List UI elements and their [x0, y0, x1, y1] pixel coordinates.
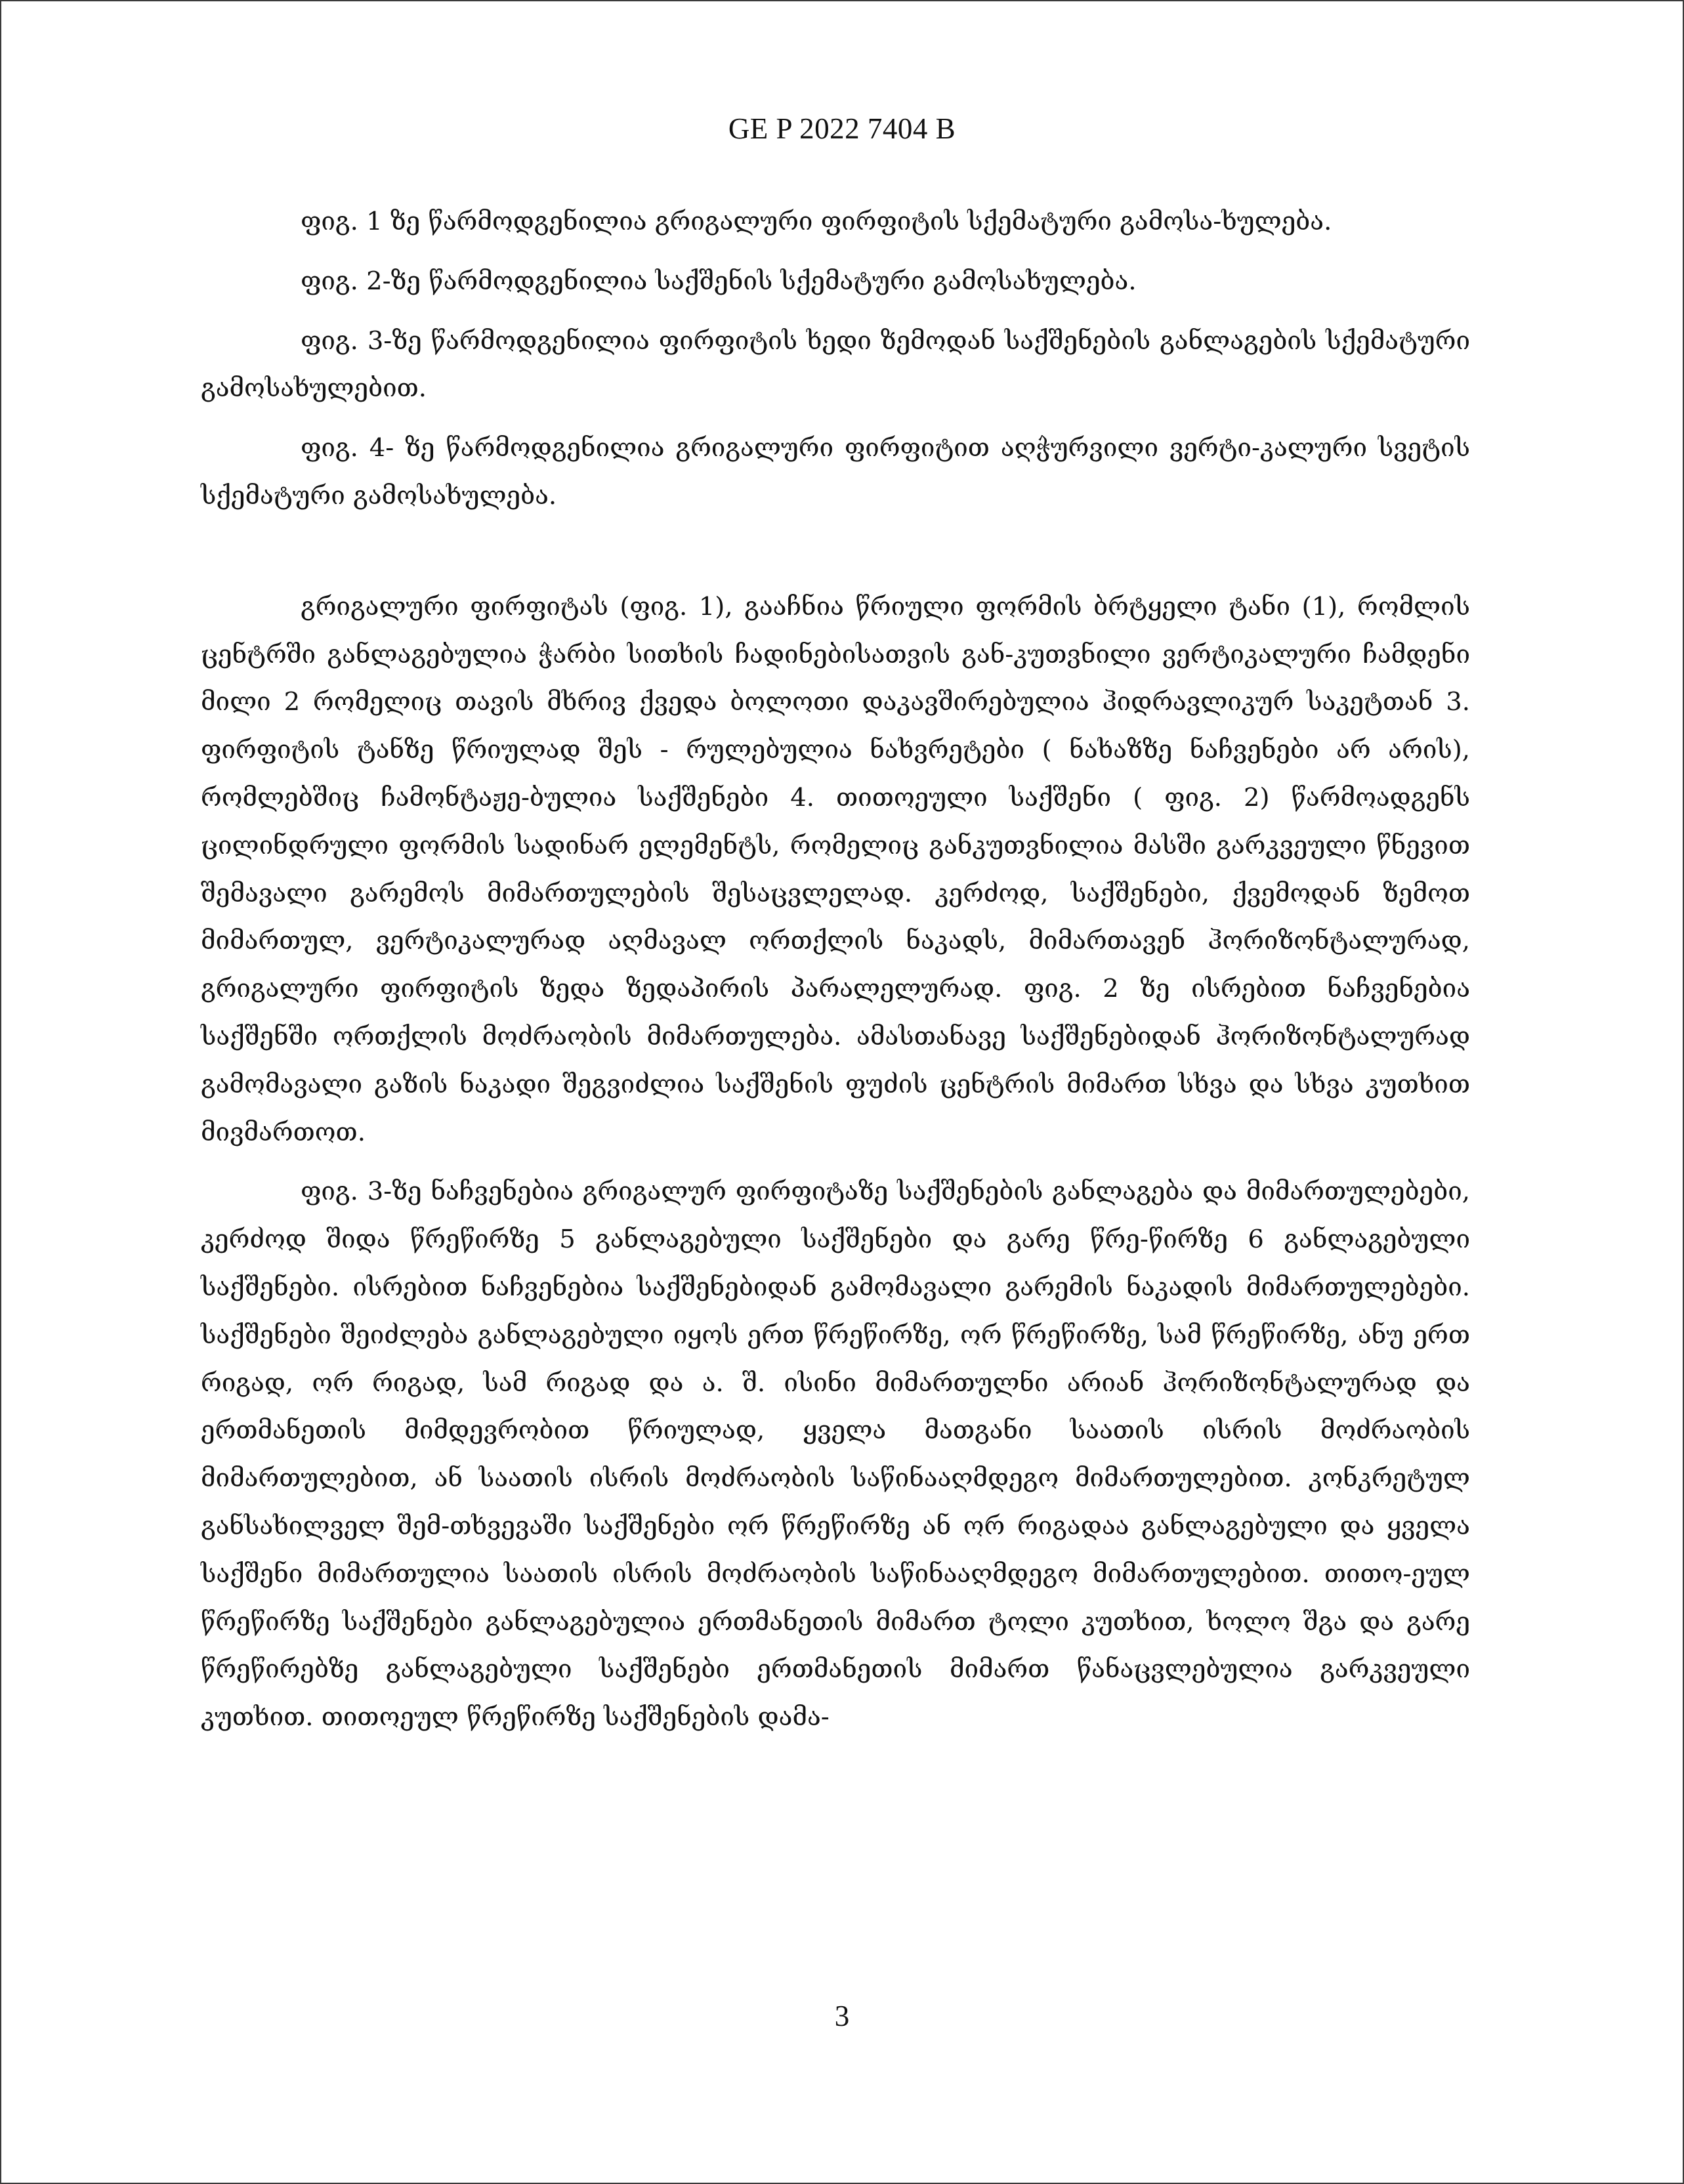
paragraph-nozzle-layout: ფიგ. 3-ზე ნაჩვენებია გრიგალურ ფირფიტაზე საქშენების განლაგება და მიმართულებები, კერძოდ შიდა წრეწირზე 5 განლაგებული საქშენები და გარე წრე-წირზე 6 განლაგებული საქშენები. ისრებით ნაჩვენებია საქშენებიდან გამომავალი გარემის ნაკადის მიმართულებები. საქშენები შეიძლება განლაგებული იყოს ერთ წრეწირზე, ორ წრეწირზე, სამ წრეწირზე, ანუ ერთ რიგად, ორ რიგად, სამ რიგად და ა. შ. ისინი მიმართულნი არიან ჰორიზონტალურად და ერთმანეთის მიმდევრობით წრიულად, ყველა მათგანი საათის ისრის მოძრაობის მიმართულებით, ან საათის ისრის მოძრაობის საწინააღმდეგო მიმართულებით. კონკრეტულ განსახილველ შემ-თხვევაში საქშენები ორ წრეწირზე ან ორ რიგადაა განლაგებული და ყველა საქშენი მიმართულია საათის ისრის მოძრაობის საწინააღმდეგო მიმართულებით. თითო-ეულ წრეწირზე საქშენები განლაგებულია ერთმანეთის მიმართ ტოლი კუთხით, ხოლო შგა და გარე წრეწირებზე განლაგებული საქშენები ერთმანეთის მიმართ წანაცვლებულია გარკვეული კუთხით. თითოეულ წრეწირზე საქშენების დამა- [201, 1177, 1470, 1732]
document-body [201, 198, 1470, 1754]
page-number: 3 [834, 2000, 850, 2032]
paragraph-fig4: ფიგ. 4- ზე წარმოდგენილია გრიგალური ფირფიტით აღჭურვილი ვერტი-კალური სვეტის სქემატური გამოსახულება. [201, 433, 1470, 511]
paragraph-fig2: ფიგ. 2-ზე წარმოდგენილია საქშენის სქემატური გამოსახულება. [301, 266, 1137, 296]
paragraph-fig3: ფიგ. 3-ზე წარმოდგენილია ფირფიტის ხედი ზემოდან საქშენების განლაგების სქემატური გამოსახულებით. [201, 326, 1470, 404]
paragraph-description: გრიგალური ფირფიტას (ფიგ. 1), გააჩნია წრიული ფორმის ბრტყელი ტანი (1), რომლის ცენტრში განლაგებულია ჭარბი სითხის ჩადინებისათვის გან-კუთვნილი ვერტიკალური ჩამდენი მილი 2 რომელიც თავის მხრივ ქვედა ბოლოთი დაკავშირებულია ჰიდრავლიკურ საკეტთან 3. ფირფიტის ტანზე წრიულად შეს - რულებულია ნახვრეტები ( ნახაზზე ნაჩვენები არ არის), რომლებშიც ჩამონტაჟე-ბულია საქშენები 4. თითოეული საქშენი ( ფიგ. 2) წარმოადგენს ცილინდრული ფორმის სადინარ ელემენტს, რომელიც განკუთვნილია მასში გარკვეული წნევით შემავალი გარემოს მიმართულების შესაცვლელად. კერძოდ, საქშენები, ქვემოდან ზემოთ მიმართულ, ვერტიკალურად აღმავალ ორთქლის ნაკადს, მიმართავენ ჰორიზონტალურად, გრიგალური ფირფიტის ზედა ზედაპირის პარალელურად. ფიგ. 2 ზე ისრებით ნაჩვენებია საქშენში ორთქლის მოძრაობის მიმართულება. ამასთანავე საქშენებიდან ჰორიზონტალურად გამომავალი გაზის ნაკადი შეგვიძლია საქშენის ფუძის ცენტრის მიმართ სხვა და სხვა კუთხით მივმართოთ. [201, 591, 1470, 1147]
paragraph-fig1: ფიგ. 1 ზე წარმოდგენილია გრიგალური ფირფიტის სქემატური გამოსა-ხულება. [301, 207, 1332, 236]
patent-number-header: GE P 2022 7404 B [728, 112, 956, 145]
